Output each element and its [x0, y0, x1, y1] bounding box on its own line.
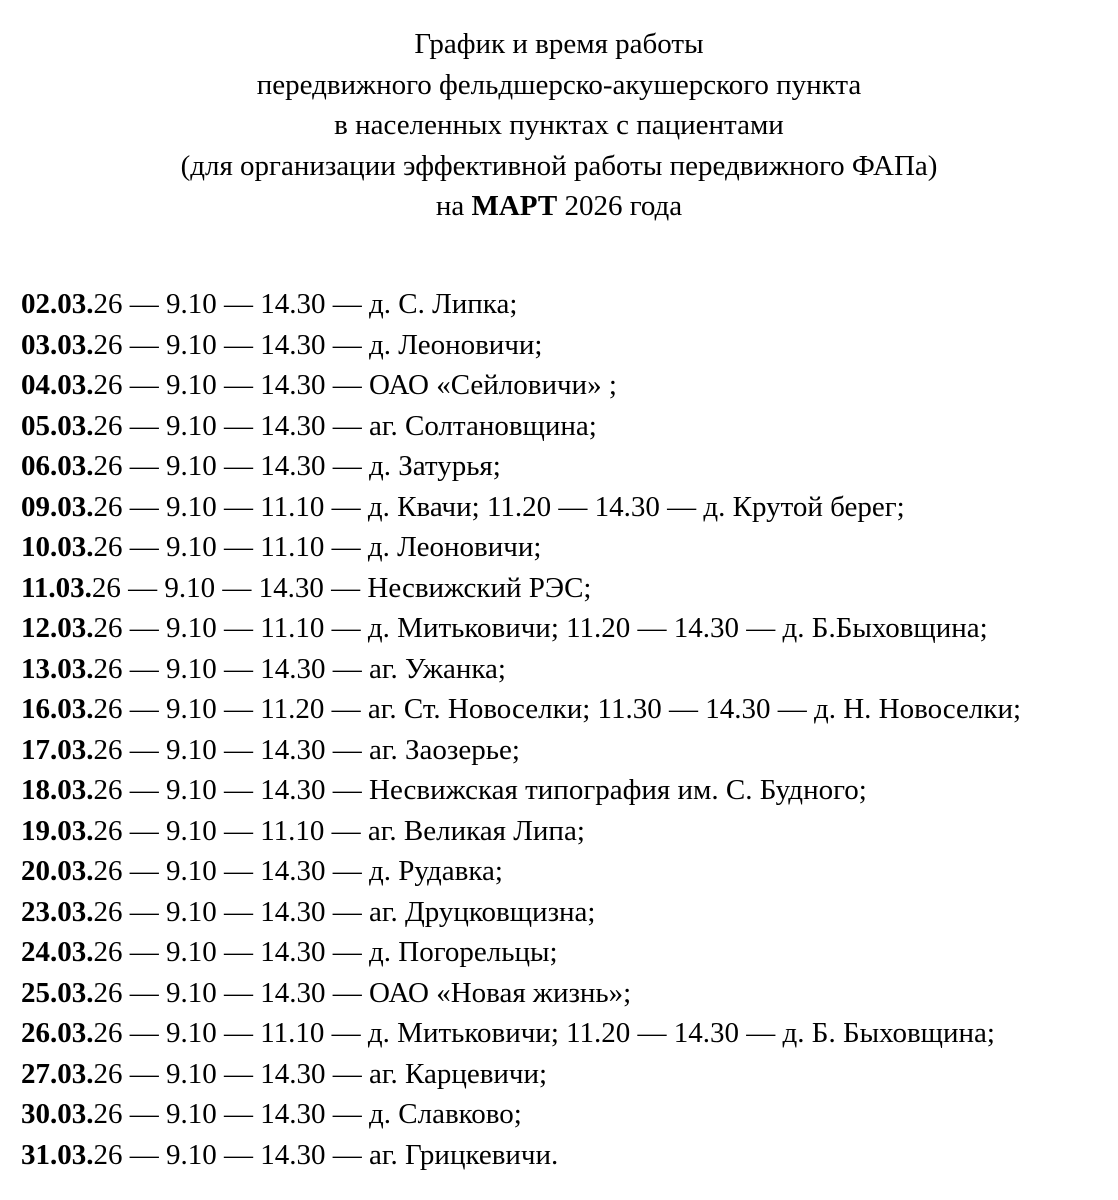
schedule-date: 05.03.: [21, 409, 94, 442]
schedule-row: [21, 284, 1111, 325]
schedule-row: [21, 932, 1111, 973]
schedule-details: 26 — 9.10 — 14.30 — д. Славково;: [93, 1098, 522, 1130]
schedule-row: [21, 730, 1111, 771]
schedule-details: 26 — 9.10 — 14.30 — аг. Заозерье;: [93, 733, 520, 766]
schedule-date: 31.03.: [21, 1138, 94, 1171]
period-month: МАРТ: [471, 190, 558, 222]
schedule-details: 26 — 9.10 — 14.30 — ОАО «Сейловичи» ;: [93, 369, 617, 401]
schedule-details: 26 — 9.10 — 11.10 — аг. Великая Липа;: [93, 814, 585, 847]
schedule-date: 17.03.: [21, 733, 94, 766]
schedule-details: 26 — 9.10 — 14.30 — аг. Грицкевичи.: [93, 1138, 559, 1171]
schedule-row: [21, 325, 1111, 366]
schedule-row: [21, 811, 1111, 852]
schedule-details: 26 — 9.10 — 14.30 — д. Рудавка;: [93, 855, 503, 887]
schedule-date: 04.03.: [21, 369, 94, 401]
schedule-details: 26 — 9.10 — 11.10 — д. Митьковичи; 11.20 — 14.30 — д. Б.Быховщина;: [93, 612, 988, 644]
schedule-row: [21, 1094, 1111, 1135]
schedule-date: 12.03.: [21, 612, 94, 644]
schedule-date: 24.03.: [21, 936, 94, 968]
schedule-details: 26 — 9.10 — 14.30 — аг. Карцевичи;: [93, 1057, 548, 1090]
header-subtitle-line: в населенных пунктах с пациентами: [334, 109, 784, 141]
schedule-date: 26.03.: [21, 1017, 94, 1049]
schedule-row: [21, 487, 1111, 528]
schedule-row: [21, 1054, 1111, 1095]
schedule-date: 19.03.: [21, 814, 94, 847]
schedule-details: 26 — 9.10 — 14.30 — д. Леоновичи;: [93, 328, 543, 361]
schedule-details: 26 — 9.10 — 14.30 — аг. Ужанка;: [93, 652, 506, 685]
period-prefix: на: [435, 190, 472, 222]
schedule-details: 26 — 9.10 — 14.30 — Несвижский РЭС;: [91, 571, 592, 604]
schedule-row: [21, 446, 1111, 487]
schedule-row: [21, 527, 1111, 568]
schedule-date: 03.03.: [21, 328, 94, 361]
schedule-details: 26 — 9.10 — 14.30 — аг. Солтановщина;: [93, 409, 597, 442]
header-subtitle-line: (для организации эффективной работы передвижного ФАПа): [180, 149, 938, 182]
schedule-details: 26 — 9.10 — 14.30 — д. Погорельцы;: [93, 936, 558, 968]
schedule-date: 27.03.: [21, 1057, 94, 1090]
schedule-details: 26 — 9.10 — 14.30 — ОАО «Новая жизнь»;: [93, 976, 632, 1009]
document-header: [0, 24, 1118, 227]
schedule-details: 26 — 9.10 — 11.10 — д. Митьковичи; 11.20 — 14.30 — д. Б. Быховщина;: [93, 1017, 995, 1049]
schedule-row: [21, 892, 1111, 933]
schedule-row: [21, 973, 1111, 1014]
schedule-row: [21, 1013, 1111, 1054]
schedule-row: [21, 851, 1111, 892]
schedule-row: [21, 649, 1111, 690]
schedule-date: 18.03.: [21, 774, 94, 806]
schedule-details: 26 — 9.10 — 14.30 — Несвижская типография им. С. Будного;: [93, 774, 867, 806]
schedule-date: 09.03.: [21, 490, 94, 523]
schedule-row: [21, 770, 1111, 811]
schedule-details: 26 — 9.10 — 14.30 — д. С. Липка;: [93, 288, 518, 320]
schedule-date: 30.03.: [21, 1098, 94, 1130]
schedule-date: 16.03.: [21, 693, 94, 725]
header-title-line: График и время работы: [414, 28, 704, 60]
schedule-row: [21, 1135, 1111, 1176]
schedule-details: 26 — 9.10 — 14.30 — д. Затурья;: [93, 450, 501, 482]
schedule-details: 26 — 9.10 — 11.10 — д. Леоновичи;: [93, 531, 542, 563]
schedule-details: 26 — 9.10 — 14.30 — аг. Друцковщизна;: [93, 895, 596, 928]
schedule-row: [21, 568, 1111, 609]
schedule-row: [21, 365, 1111, 406]
period-suffix: 2026 года: [557, 190, 683, 222]
schedule-date: 25.03.: [21, 976, 94, 1009]
schedule-row: [21, 406, 1111, 447]
schedule-row: [21, 689, 1111, 730]
schedule-date: 13.03.: [21, 652, 94, 685]
schedule-date: 02.03.: [21, 288, 94, 320]
schedule-date: 11.03.: [21, 571, 92, 604]
header-subtitle-line: передвижного фельдшерско-акушерского пункта: [256, 68, 862, 101]
schedule-details: 26 — 9.10 — 11.10 — д. Квачи; 11.20 — 14.30 — д. Крутой берег;: [93, 490, 905, 523]
schedule-date: 20.03.: [21, 855, 94, 887]
schedule-date: 06.03.: [21, 450, 94, 482]
header-period-line: [0, 186, 1118, 227]
schedule-date: 23.03.: [21, 895, 94, 928]
schedule-details: 26 — 9.10 — 11.20 — аг. Ст. Новоселки; 11.30 — 14.30 — д. Н. Новоселки;: [93, 693, 1022, 725]
schedule-list: [21, 284, 1111, 1175]
schedule-date: 10.03.: [21, 531, 94, 563]
schedule-row: [21, 608, 1111, 649]
